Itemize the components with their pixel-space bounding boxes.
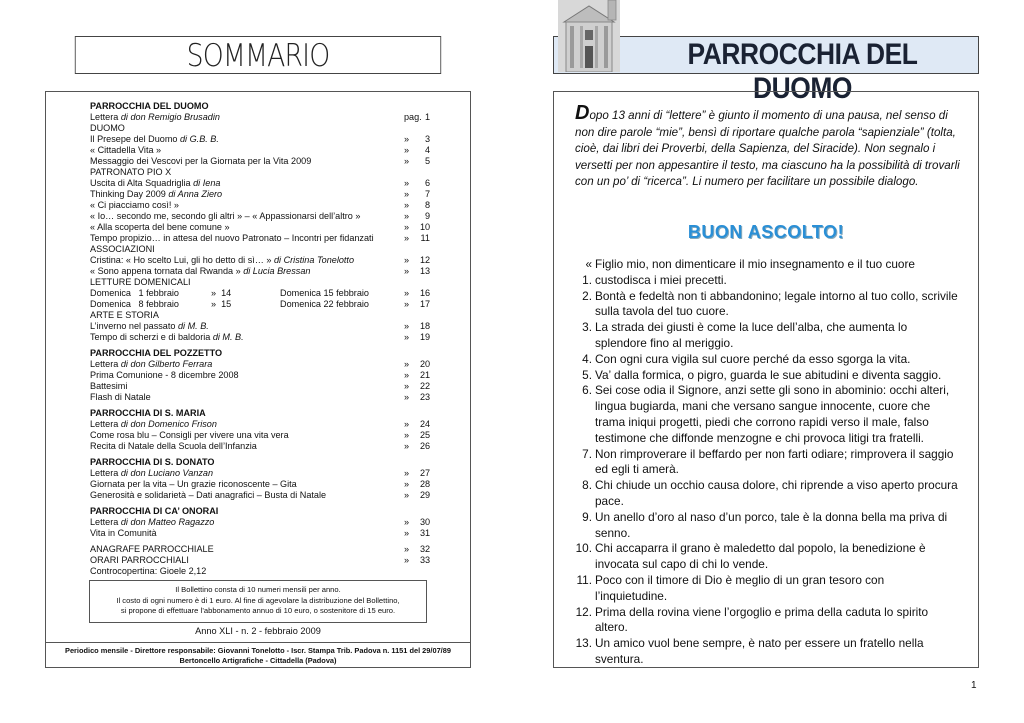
toc-entry-title: Lettera di don Remigio Brusadin (90, 112, 220, 122)
toc-entry-title: Lettera di don Matteo Ragazzo (90, 517, 215, 527)
footer-line: Periodico mensile - Direttore responsabile: Giovanni Tonelotto - Iscr. Stampa Trib. Padova n. 1151 del 29/07/89 (65, 646, 451, 655)
verse-number: 11. (576, 572, 592, 587)
toc-entry (90, 189, 430, 200)
toc-section-heading: PARROCCHIA DEL DUOMO (90, 101, 209, 111)
toc-entry (90, 255, 430, 266)
buon-ascolto-heading: BUON ASCOLTO! (687, 222, 845, 242)
verse-item (573, 510, 958, 542)
subscription-info (89, 580, 427, 623)
verse-number: 7. (582, 446, 592, 461)
toc-section-heading: PARROCCHIA DI CA’ ONORAI (90, 506, 219, 516)
info-line: Il Bollettino consta di 10 numeri mensili per anno. (175, 585, 341, 594)
verse-number: 13. (575, 636, 592, 651)
verse-text: Figlio mio, non dimenticare il mio insegnamento e il tuo cuore custodisca i miei precetti. (595, 257, 915, 287)
toc-entry (90, 479, 430, 490)
toc-entry-title: Prima Comunione - 8 dicembre 2008 (90, 370, 239, 380)
toc-entry-title: Recita di Natale della Scuola dell’Infanzia (90, 441, 257, 451)
intro-text: opo 13 anni di “lettere” è giunto il momento di una pausa, nel senso di non dire parole “mie”, bensì di riportare qualche parola “sapienziale” (tolta, cioè, dai libri dei Proverbi, della Sapienza, del Siracide). Non segnalo i versetti per non appesantire il testo, ma ciascuno ha la possibilità di trovarli con un po’ di “ricerca”. Li numero per facilitare un possibile dialogo. (575, 109, 960, 189)
sunday-date: Domenica 8 febbraio (90, 299, 179, 309)
toc-entry-title: Generosità e solidarietà – Dati anagrafici – Busta di Natale (90, 490, 327, 500)
toc-subheading: ARTE E STORIA (90, 310, 159, 320)
intro-paragraph (575, 102, 960, 191)
toc-entry-page: » 26 (404, 441, 431, 451)
toc-entry (90, 233, 430, 244)
toc-entry (90, 211, 430, 222)
toc-entry (90, 156, 430, 167)
toc-entry-title: Controcopertina: Gioele 2,12 (90, 566, 207, 576)
toc-entry (90, 468, 430, 479)
toc-entry-title: Thinking Day 2009 di Anna Ziero (90, 189, 223, 199)
verses-list (573, 257, 958, 668)
footer-line: Bertoncello Artigrafiche - Cittadella (Padova) (179, 656, 337, 665)
sunday-date: Domenica 15 febbraio (280, 288, 369, 298)
verse-item (573, 383, 958, 446)
toc-entry-title: ORARI PARROCCHIALI (90, 555, 189, 565)
church-facade-image (558, 0, 620, 72)
toc-entry-title: Battesimi (90, 381, 128, 391)
toc-entry-title: « Cittadella Vita » (90, 145, 162, 155)
toc-entry (90, 321, 430, 332)
verse-item (573, 257, 958, 289)
toc-entry-title: Lettera di don Gilberto Ferrara (90, 359, 213, 369)
verse-number: 9. (582, 509, 592, 524)
toc-entry (90, 200, 430, 211)
toc-entry-title: Il Presepe del Duomo di G.B. B. (90, 134, 219, 144)
toc-entry (90, 566, 430, 577)
toc-subheading: ASSOCIAZIONI (90, 244, 155, 254)
toc-entry-page (414, 566, 430, 577)
info-line: Il costo di ogni numero è di 1 euro. Al fine di agevolare la distribuzione del Bollettino, (116, 595, 400, 605)
toc-entry (90, 392, 430, 403)
toc-entry-page: » 10 (404, 222, 431, 232)
toc-entry-title: L’inverno nel passato di M. B. (90, 321, 209, 331)
verse-number: 10. (575, 541, 592, 556)
toc-entry-page: » 31 (404, 528, 431, 538)
toc-entry-title: Tempo propizio… in attesa del nuovo Patronato – Incontri per fidanzati (90, 233, 374, 243)
toc-section-heading: PARROCCHIA DEL POZZETTO (90, 348, 223, 358)
toc-entry-page: » 22 (404, 381, 431, 391)
toc-entry (90, 266, 430, 277)
toc-entry-page: » 30 (404, 517, 431, 527)
toc-entry-page: » 18 (404, 321, 431, 331)
verse-number: 4. (582, 351, 592, 366)
verse-text: Chi accaparra il grano è maledetto dal popolo, la benedizione è invocata sul capo di chi lo vende. (595, 541, 926, 572)
toc-entry-page: » 19 (404, 332, 431, 342)
toc-section-heading: PARROCCHIA DI S. DONATO (90, 457, 215, 467)
verse-number: 8. (582, 478, 592, 493)
toc-entry-title: Lettera di don Domenico Frison (90, 419, 217, 429)
parish-title: PARROCCHIA DEL DUOMO (687, 38, 918, 105)
toc-entry (90, 430, 430, 441)
toc-entry (90, 441, 430, 452)
sommario-title: SOMMARIO (75, 36, 441, 74)
toc-entry-title: Messaggio dei Vescovi per la Giornata per la Vita 2009 (90, 156, 312, 166)
verse-text: Un amico vuol bene sempre, è nato per essere un fratello nella sventura. (595, 636, 924, 666)
toc-section-heading: PARROCCHIA DI S. MARIA (90, 408, 206, 418)
toc-entry-page: » 7 (404, 189, 430, 199)
toc-entry-page: » 4 (404, 145, 430, 155)
toc-entry-title: Tempo di scherzi e di baldoria di M. B. (90, 332, 244, 342)
sunday-page: » 16 (404, 288, 431, 298)
toc-entry-title: « Io… secondo me, secondo gli altri » – « Appassionarsi dell’altro » (90, 211, 361, 221)
toc-entry-title: « Ci piacciamo così! » (90, 200, 179, 210)
toc-entry (90, 112, 430, 123)
toc-entry-page: » 25 (404, 430, 431, 440)
toc-entry-page: » 24 (404, 419, 431, 429)
toc-entry (90, 332, 430, 343)
issue-line: Anno XLI - n. 2 - febbraio 2009 (195, 626, 321, 636)
sunday-page: » 17 (404, 299, 431, 309)
verse-number: « 1. (582, 257, 592, 287)
verse-text: Chi chiude un occhio causa dolore, chi riprende a viso aperto procura pace. (595, 478, 958, 508)
toc-entry-page: » 11 (404, 233, 430, 243)
verse-text: Con ogni cura vigila sul cuore perché da esso sgorga la vita. (595, 351, 911, 366)
toc-entry (90, 134, 430, 145)
toc-entry-title: Vita in Comunità (90, 528, 157, 538)
verse-number: 6. (582, 383, 592, 398)
toc-entry (90, 370, 430, 381)
verse-text: Poco con il timore di Dio è meglio di un gran tesoro con l’inquietudine. (595, 572, 885, 603)
toc-entry-page: » 3 (404, 134, 430, 144)
toc-entry (90, 555, 430, 566)
toc-entry-title: Flash di Natale (90, 392, 151, 402)
verse-item (573, 447, 958, 479)
toc-entry-page: » 33 (404, 555, 431, 565)
sunday-page: » 15 (211, 299, 232, 309)
toc-entry (90, 544, 430, 555)
toc-entry (90, 517, 430, 528)
toc-entry-page: » 8 (404, 200, 430, 210)
toc-subheading: DUOMO (90, 123, 125, 133)
footer-divider (45, 642, 471, 643)
verse-text: Bontà e fedeltà non ti abbandonino; legale intorno al tuo collo, scrivile sulla tavola del tuo cuore. (595, 288, 958, 319)
toc-entry-page: » 23 (404, 392, 431, 402)
verse-number: 3. (582, 320, 592, 335)
page-number: 1 (971, 680, 977, 691)
toc-entry (90, 145, 430, 156)
toc-subheading: LETTURE DOMENICALI (90, 277, 191, 287)
verse-item (573, 320, 958, 352)
toc-subheading: PATRONATO PIO X (90, 167, 172, 177)
toc-entry-page: » 21 (404, 370, 431, 380)
verse-item (573, 478, 958, 510)
toc-entry (90, 528, 430, 539)
verse-text: Non rimproverare il beffardo per non farti odiare; rimprovera il saggio ed egli ti amerà. (595, 446, 954, 477)
toc-entry-page: » 20 (404, 359, 431, 369)
verse-text: Un anello d’oro al naso d’un porco, tale è la donna bella ma priva di senno. (595, 509, 948, 540)
toc-entry-title: ANAGRAFE PARROCCHIALE (90, 544, 214, 554)
verse-item (573, 605, 958, 637)
toc-entry-page: » 6 (404, 178, 430, 188)
verse-number: 5. (582, 367, 592, 382)
toc-entry-title: Uscita di Alta Squadriglia di Iena (90, 178, 221, 188)
sunday-page: » 14 (211, 288, 232, 298)
toc-entry-title: Lettera di don Luciano Vanzan (90, 468, 214, 478)
toc-entry (90, 381, 430, 392)
toc-entry-page: » 29 (404, 490, 431, 500)
verse-item (573, 541, 958, 573)
toc-entry-page: » 27 (404, 468, 431, 478)
verse-number: 12. (575, 604, 592, 619)
toc-entry-title: « Alla scoperta del bene comune » (90, 222, 230, 232)
info-line: si propone di effettuare l’abbonamento annuo di 10 euro, o sostenitore di 15 euro. (120, 606, 396, 615)
verse-text: Prima della rovina viene l’orgoglio e prima della caduta lo spirito altero. (595, 604, 929, 635)
verse-text: Sei cose odia il Signore, anzi sette gli sono in abominio: occhi alteri, lingua bugiarda, mani che versano sangue innocente, cuore che trama iniqui progetti, piedi che corrono rapidi verso il male, falso testimone che diffonde menzogne e chi provoca litigi tra fratelli. (595, 383, 950, 445)
table-of-contents (90, 101, 430, 577)
toc-entry-page: » 13 (404, 266, 431, 276)
sunday-date: Domenica 22 febbraio (280, 299, 369, 309)
toc-entry (90, 222, 430, 233)
toc-entry (90, 178, 430, 189)
verse-number: 2. (582, 288, 592, 303)
toc-sunday-entry (90, 288, 430, 299)
verse-item (573, 573, 958, 605)
drop-cap: D (575, 102, 590, 124)
verse-item (573, 636, 958, 668)
sunday-date: Domenica 1 febbraio (90, 288, 179, 298)
toc-entry (90, 419, 430, 430)
publisher-footer (45, 646, 471, 666)
toc-entry-title: Come rosa blu – Consigli per vivere una vita vera (90, 430, 289, 440)
verse-item (573, 289, 958, 321)
toc-entry-page: » 5 (404, 156, 430, 166)
toc-entry-title: « Sono appena tornata dal Rwanda » di Lucia Bressan (90, 266, 311, 276)
verse-item (573, 368, 958, 384)
toc-entry-page: » 9 (404, 211, 430, 221)
toc-entry-title: Giornata per la vita – Un grazie riconoscente – Gita (90, 479, 297, 489)
toc-entry-page: » 28 (404, 479, 431, 489)
toc-entry-page: » 32 (404, 544, 431, 554)
toc-entry (90, 359, 430, 370)
verse-text: La strada dei giusti è come la luce dell’alba, che aumenta lo splendore fino al meriggio. (595, 320, 908, 350)
verse-text: Va’ dalla formica, o pigro, guarda le sue abitudini e diventa saggio. (595, 367, 942, 382)
toc-entry (90, 490, 430, 501)
toc-entry-title: Cristina: « Ho scelto Lui, gli ho detto di sì… » di Cristina Tonelotto (90, 255, 355, 265)
toc-entry-page: » 12 (404, 255, 431, 265)
verse-item (573, 352, 958, 368)
toc-entry-page: pag. 1 (404, 112, 430, 122)
toc-sunday-entry (90, 299, 430, 310)
